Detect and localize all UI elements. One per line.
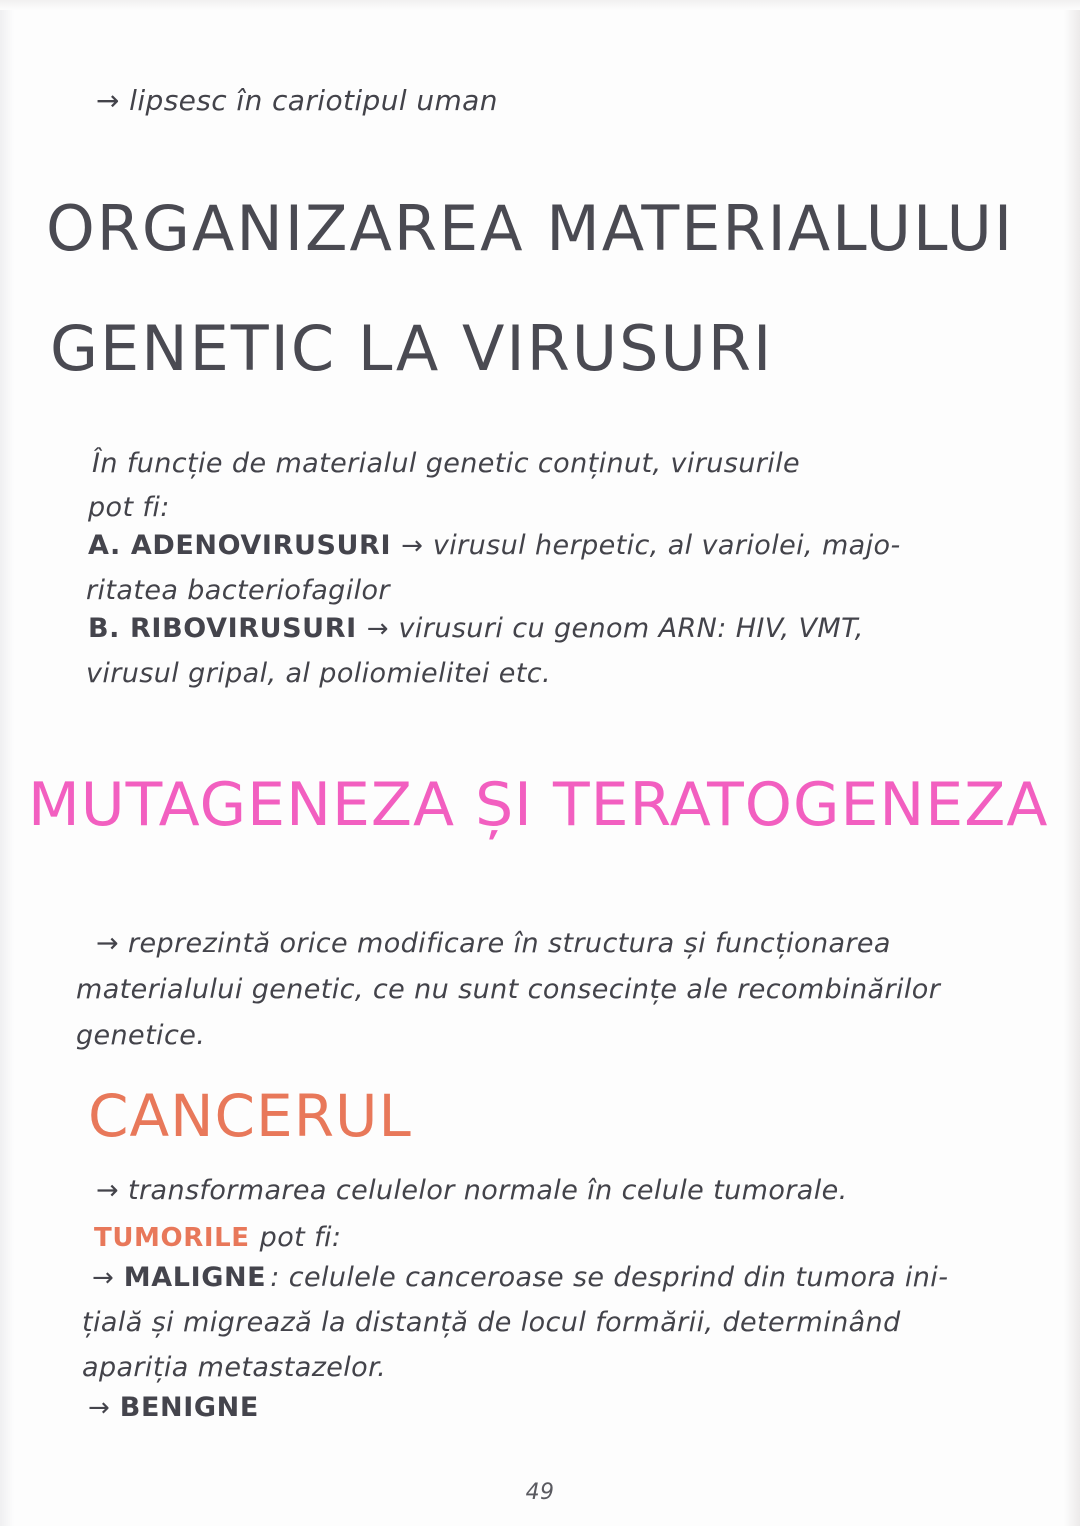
- cancer-body-line1: → transformarea celulelor normale în celule tumorale.: [96, 1175, 848, 1206]
- tumor-type-benign-label: BENIGNE: [119, 1392, 259, 1423]
- virus-item-b-text-line2: virusul gripal, al poliomielitei etc.: [86, 658, 551, 689]
- tumor-type-malign-label: MALIGNE: [123, 1262, 267, 1293]
- tumor-type-malign-text-line1: : celulele canceroase se desprind din tumora ini-: [270, 1262, 949, 1293]
- virus-item-a-text-line2: ritatea bacteriofagilor: [86, 575, 390, 606]
- tumor-type-malign: [92, 1262, 948, 1293]
- virus-item-b-text-line1: virusuri cu genom ARN: HIV, VMT,: [398, 613, 864, 644]
- tumor-type-malign-text-line3: apariția metastazelor.: [82, 1352, 387, 1383]
- tumor-label: TUMORILE: [94, 1223, 250, 1253]
- arrow-icon: →: [401, 531, 423, 561]
- section-title-viruses-line1: ORGANIZAREA MATERIALULUI: [46, 192, 1015, 265]
- viruses-intro-line1: În funcție de materialul genetic conținut, virusurile: [92, 448, 801, 479]
- intro-note: → lipsesc în cariotipul uman: [96, 84, 498, 117]
- virus-item-a-text-line1: virusul herpetic, al variolei, majo-: [432, 530, 901, 561]
- virus-item-b: [88, 613, 864, 644]
- mutagenesis-body-line2: materialului genetic, ce nu sunt consecințe ale recombinărilor: [76, 974, 941, 1005]
- section-title-viruses-line2: GENETIC LA VIRUSURI: [50, 312, 774, 385]
- tumor-label-row: [94, 1222, 341, 1253]
- mutagenesis-body-line1: → reprezintă orice modificare în structura și funcționarea: [96, 928, 891, 959]
- virus-item-a: [88, 530, 901, 561]
- virus-item-b-label: B. RIBOVIRUSURI: [88, 613, 357, 644]
- viruses-intro-line2: pot fi:: [88, 492, 170, 523]
- page-edge-left-shading: [0, 0, 14, 1526]
- mutagenesis-body-line3: genetice.: [76, 1020, 206, 1051]
- virus-item-a-label: A. ADENOVIRUSURI: [88, 530, 392, 561]
- tumor-type-malign-text-line2: țială și migrează la distanță de locul formării, determinând: [82, 1307, 901, 1338]
- arrow-icon: →: [88, 1393, 110, 1423]
- tumor-type-benign: [88, 1392, 259, 1423]
- page-edge-top-shading: [0, 0, 1080, 10]
- arrow-icon: →: [366, 614, 389, 644]
- section-title-mutagenesis: MUTAGENEZA ȘI TERATOGENEZA: [28, 770, 1049, 840]
- tumor-label-rest: pot fi:: [259, 1222, 342, 1253]
- arrow-icon: →: [92, 1263, 114, 1293]
- section-title-cancer: CANCERUL: [88, 1082, 412, 1150]
- page-edge-right-shading: [1064, 0, 1080, 1526]
- page-number: 49: [525, 1480, 555, 1505]
